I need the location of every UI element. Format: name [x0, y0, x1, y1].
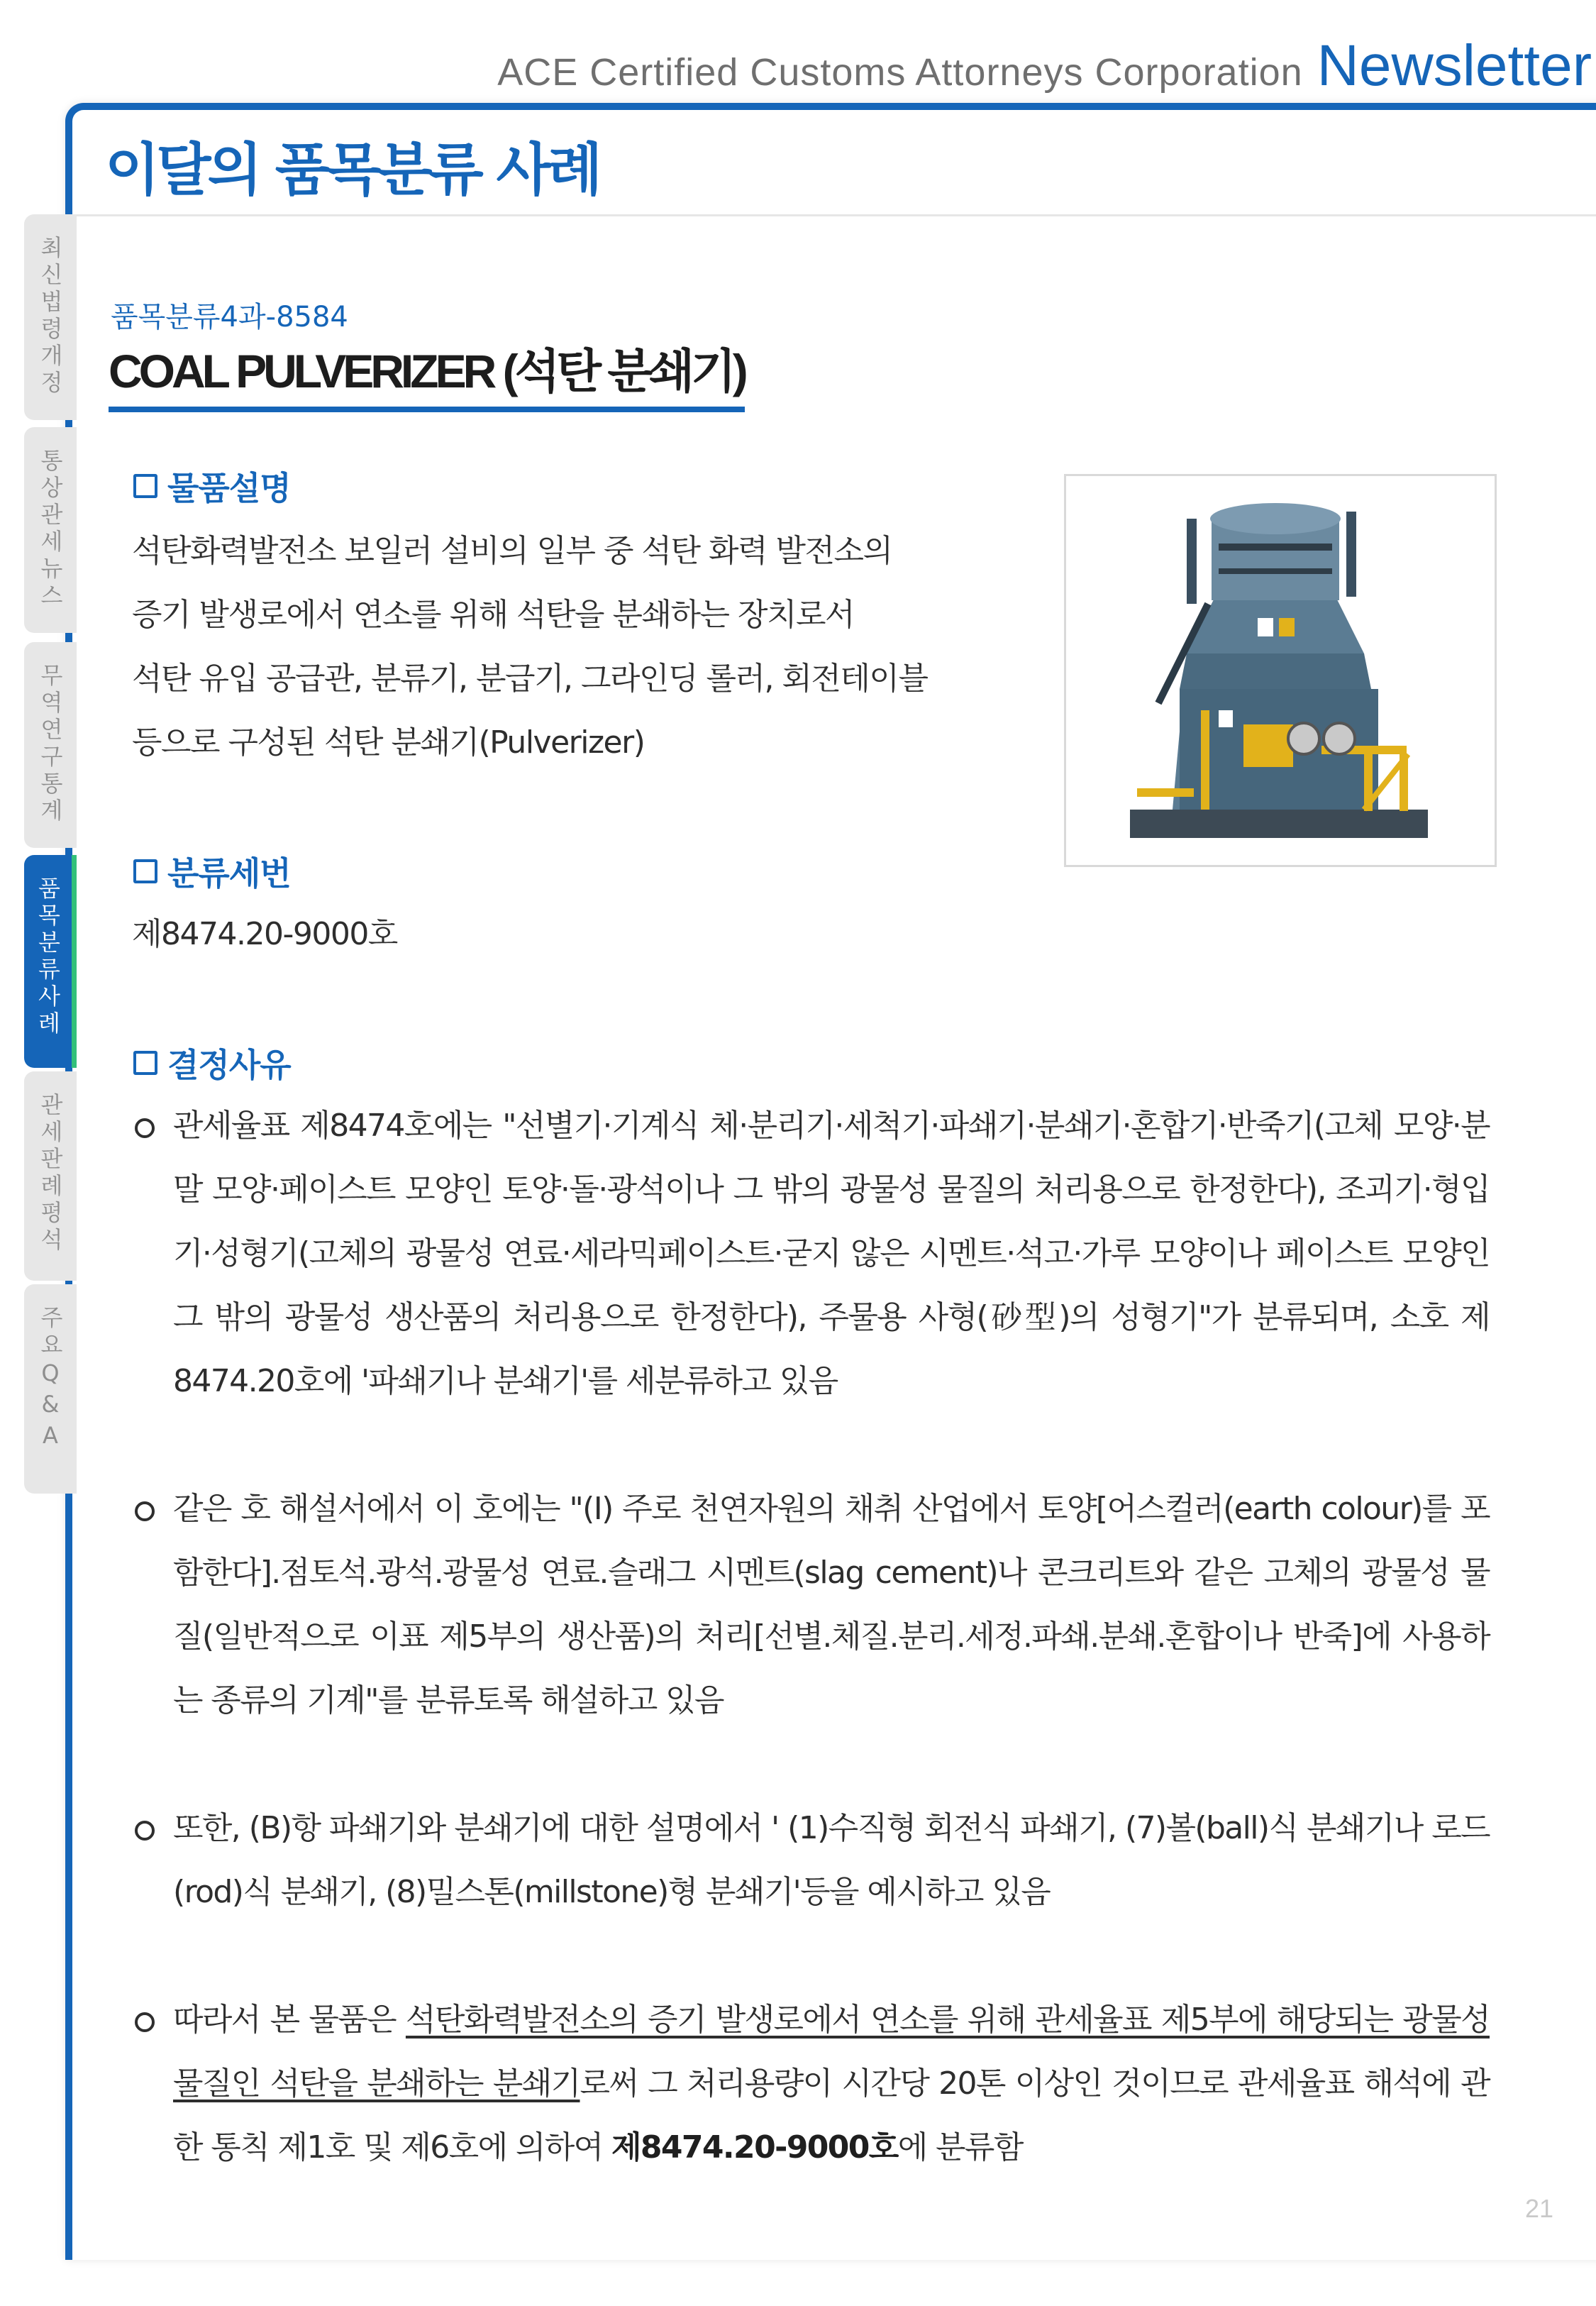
tab-label: 품목분류사례: [34, 876, 62, 1038]
tab-label: 통상관세뉴스: [37, 448, 64, 610]
case-title: COAL PULVERIZER (석탄 분쇄기): [109, 333, 745, 412]
description-heading-label: 물품설명: [167, 469, 291, 507]
description-heading: [133, 463, 291, 509]
reason-item: [135, 1094, 1490, 1413]
conclusion-text: [173, 1988, 1490, 2180]
tab-trade-customs-news[interactable]: [24, 427, 77, 633]
description-text: [132, 519, 990, 775]
circle-bullet-icon: [135, 1821, 155, 1841]
reason-text: 같은 호 해설서에서 이 호에는 "(I) 주로 천연자원의 채취 산업에서 토양[어스컬러(earth colour)를 포함한다].점토석.광석.광물성 연료.슬래그 시멘트(slag cement)나 콘크리트와 같은 고체의 광물성 물질(일반적으로 이표 제5부의 생산품)의 처리[선별.체질.분리.세정.파쇄.분쇄.혼합이나 반죽]에 사용하는 종류의 기계"를 분류토록 해설하고 있음: [173, 1491, 1490, 1719]
newsletter-header: [497, 33, 1592, 104]
classification-code: 제8474.20-9000호: [132, 916, 397, 952]
square-bullet-icon: [133, 1051, 157, 1075]
conclusion-middle: 로써 그 처리용량이 시간당 20톤 이상인 것이므로 관세율표 해석에 관한 통칙 제1호 및 제6호에 의하여: [173, 2065, 1490, 2166]
tab-label: 관세판례평석: [37, 1093, 64, 1254]
page-number: 21: [1525, 2194, 1554, 2223]
tab-customs-case-review[interactable]: [24, 1071, 77, 1281]
circle-bullet-icon: [135, 2012, 155, 2032]
reason-conclusion: [135, 1988, 1490, 2180]
newsletter-label: Newsletter: [1317, 33, 1592, 98]
classification-heading-label: 분류세번: [167, 854, 291, 893]
conclusion-prefix: 따라서 본 물품은: [173, 2002, 406, 2038]
title-divider: [72, 214, 1596, 216]
section-title: 이달의 품목분류 사례: [105, 137, 599, 203]
reasons-heading-label: 결정사유: [167, 1046, 291, 1084]
description-line: 석탄 유입 공급관, 분류기, 분급기, 그라인딩 롤러, 회전테이블: [132, 661, 928, 697]
reasons-heading: [133, 1039, 291, 1086]
reason-item: [135, 1797, 1490, 1924]
tab-label: 최신법령개정: [37, 236, 64, 397]
tab-label: 주요Q&A: [37, 1306, 64, 1453]
description-line: 등으로 구성된 석탄 분쇄기(Pulverizer): [132, 724, 645, 761]
square-bullet-icon: [133, 859, 157, 883]
reason-text: 관세율표 제8474호에는 "선별기·기계식 체·분리기·세척기·파쇄기·분쇄기·혼합기·반죽기(고체 모양·분말 모양·페이스트 모양인 토양·돌·광석이나 그 밖의 광물성 물질의 처리용으로 한정한다), 조괴기·형입기·성형기(고체의 광물성 연료·세라믹페이스트·굳지 않은 시멘트·석고·가루 모양이나 페이스트 모양인 그 밖의 광물성 생산품의 처리용으로 한정한다), 주물용 사형(砂型)의 성형기"가 분류되며, 소호 제8474.20호에 '파쇄기나 분쇄기'를 세분류하고 있음: [173, 1108, 1490, 1399]
circle-bullet-icon: [135, 1118, 155, 1138]
tab-key-qa[interactable]: [24, 1284, 77, 1494]
tab-label: 무역연구통계: [37, 663, 64, 825]
case-number: 품목분류4과-8584: [111, 301, 348, 333]
conclusion-code: 제8474.20-9000호: [611, 2129, 898, 2166]
description-line: 증기 발생로에서 연소를 위해 석탄을 분쇄하는 장치로서: [132, 597, 855, 633]
tab-latest-law-revision[interactable]: [24, 214, 77, 420]
coal-pulverizer-image: [1066, 476, 1495, 865]
firm-name: ACE Certified Customs Attorneys Corporation: [497, 51, 1303, 94]
tab-classification-cases[interactable]: [24, 855, 77, 1068]
circle-bullet-icon: [135, 1501, 155, 1521]
reason-item: [135, 1477, 1490, 1733]
classification-heading: [133, 848, 291, 895]
conclusion-suffix: 에 분류함: [897, 2129, 1023, 2166]
product-photo: [1064, 474, 1497, 867]
description-line: 석탄화력발전소 보일러 설비의 일부 중 석탄 화력 발전소의: [132, 533, 892, 569]
reason-text: 또한, (B)항 파쇄기와 분쇄기에 대한 설명에서 ' (1)수직형 회전식 파쇄기, (7)볼(ball)식 분쇄기나 로드(rod)식 분쇄기, (8)밀스톤(millstone)형 분쇄기'등을 예시하고 있음: [173, 1810, 1490, 1910]
square-bullet-icon: [133, 474, 157, 498]
conclusion-underlined: 석탄화력발전소의 증기 발생로에서 연소를 위해 관세율표 제5부에 해당되는 광물성 물질인 석탄을 분쇄하는 분쇄기: [173, 2002, 1490, 2102]
tab-trade-research-statistics[interactable]: [24, 642, 77, 848]
